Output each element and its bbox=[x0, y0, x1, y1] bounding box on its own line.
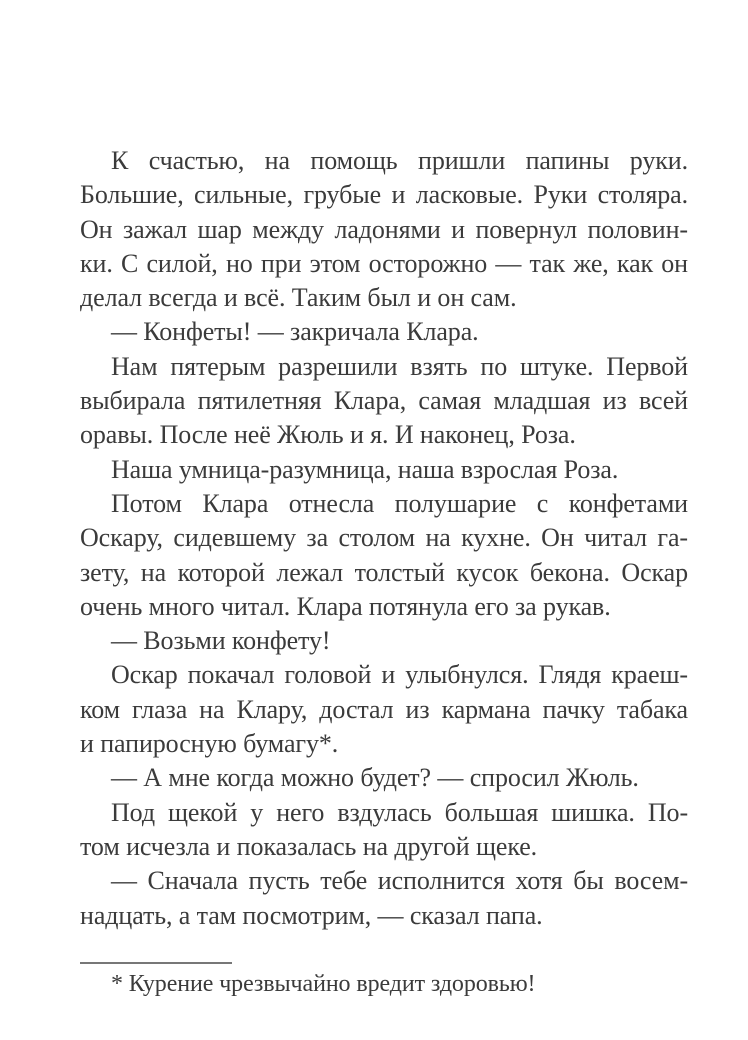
text-line: Оскару, сидевшему за столом на кухне. Он читал га- bbox=[80, 523, 688, 553]
text-line: и папиросную бумагу*. bbox=[80, 729, 339, 759]
text-line: — А мне когда можно будет? — спросил Жюль. bbox=[111, 763, 639, 793]
text-line: Потом Клара отнесла полушарие с конфетами bbox=[111, 488, 688, 518]
footnote-text: * Курение чрезвычайно вредит здоровью! bbox=[111, 970, 536, 997]
text-line: ки. С силой, но при этом осторожно — так же, как он bbox=[80, 248, 688, 278]
text-line: — Возьми конфету! bbox=[111, 626, 331, 656]
text-line: ком глаза на Клару, достал из кармана пачку табака bbox=[80, 694, 688, 724]
footnote-rule bbox=[80, 962, 232, 964]
text-line: Наша умница-разумница, наша взрослая Роза. bbox=[111, 454, 619, 484]
text-line: К счастью, на помощь пришли папины руки. bbox=[111, 146, 688, 175]
text-line: оравы. После неё Жюль и я. И наконец, Роза. bbox=[80, 420, 576, 450]
body-lines bbox=[80, 144, 688, 933]
text-line: Оскар покачал головой и улыбнулся. Глядя краеш- bbox=[111, 660, 688, 690]
text-line: надцать, а там посмотрим, — сказал папа. bbox=[80, 900, 543, 930]
text-line: Он зажал шар между ладонями и повернул половин- bbox=[80, 214, 688, 244]
text-line: Нам пятерым разрешили взять по штуке. Первой bbox=[111, 351, 688, 381]
text-line: делал всегда и всё. Таким был и он сам. bbox=[80, 283, 517, 313]
text-line: Под щекой у него вздулась большая шишка. По- bbox=[111, 797, 688, 827]
text-line: том исчезла и показалась на другой щеке. bbox=[80, 831, 538, 861]
text-block bbox=[80, 144, 688, 1000]
text-line: Большие, сильные, грубые и ласковые. Руки столяра. bbox=[80, 180, 688, 210]
text-line: очень много читал. Клара потянула его за рукав. bbox=[80, 591, 611, 621]
text-line: — Сначала пусть тебе исполнится хотя бы восем- bbox=[111, 866, 688, 896]
text-line: — Конфеты! — закричала Клара. bbox=[111, 317, 479, 347]
text-line: зету, на которой лежал толстый кусок бекона. Оскар bbox=[80, 557, 688, 587]
text-line: выбирала пятилетняя Клара, самая младшая из всей bbox=[80, 386, 688, 416]
